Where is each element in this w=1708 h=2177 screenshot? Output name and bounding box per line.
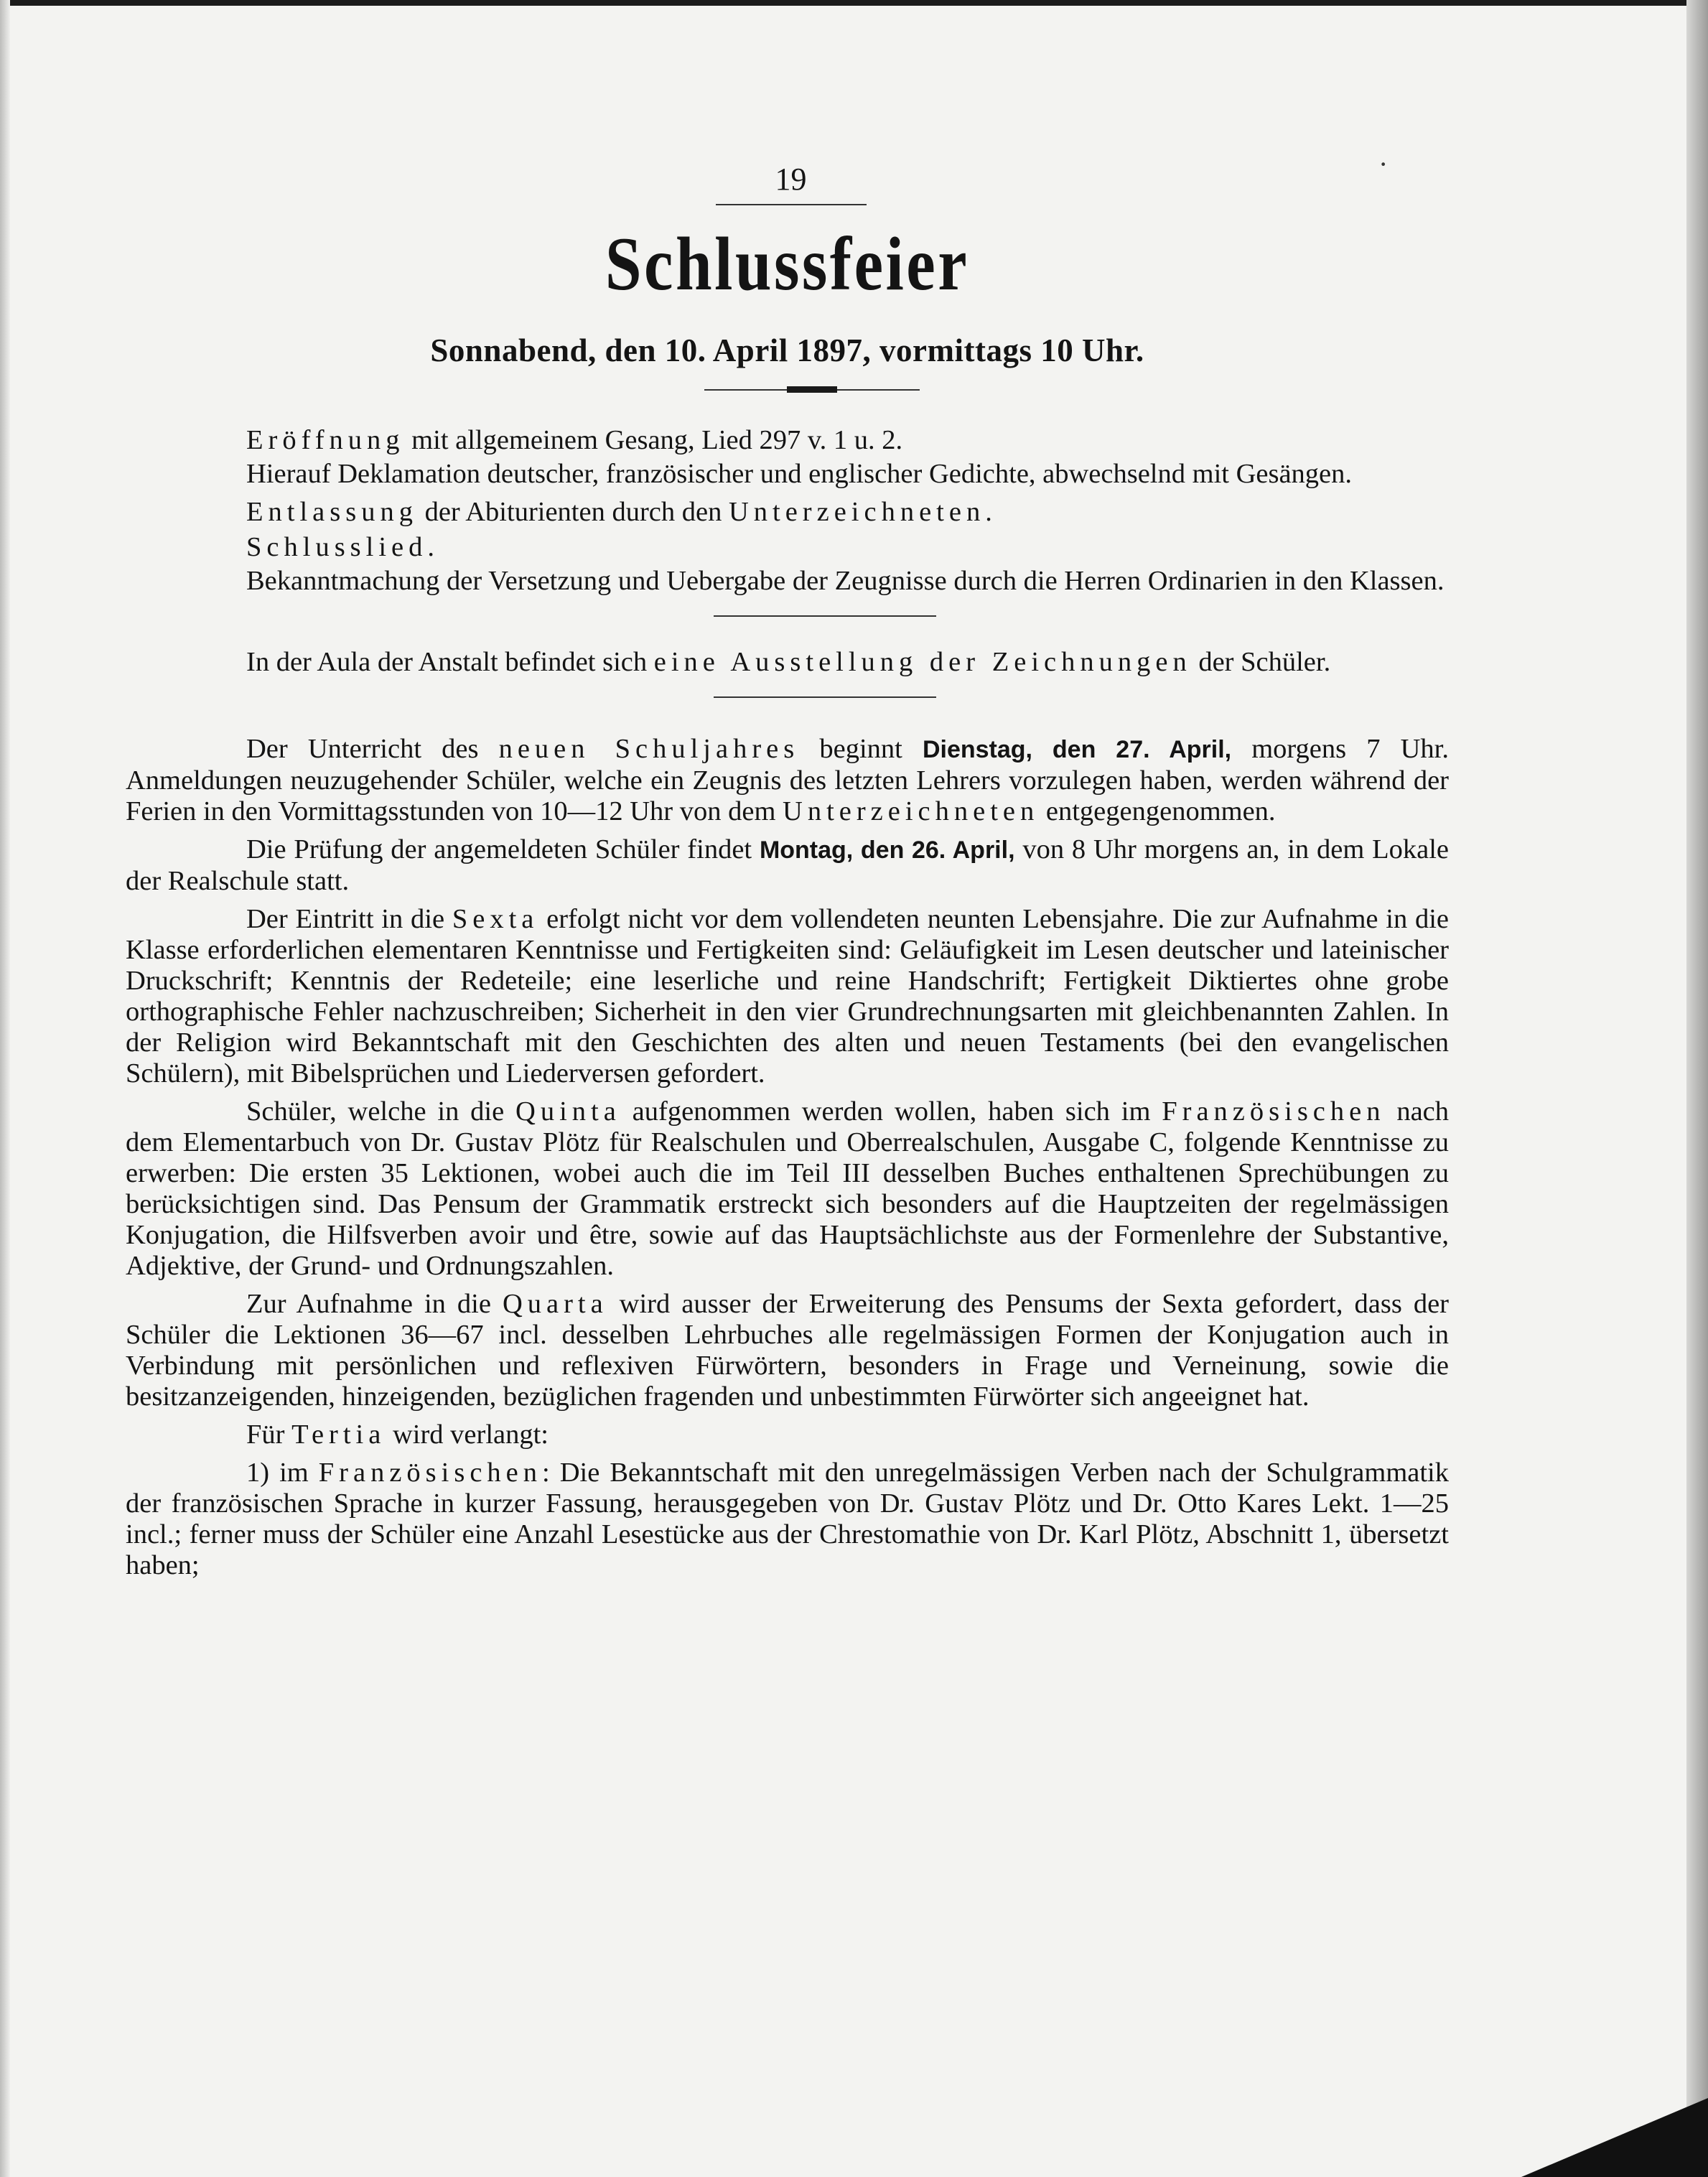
scan-edge-right: [1686, 0, 1708, 2177]
exhibition-note: In der Aula der Anstalt befindet sich eine Ausstellung der Zeichnungen der Schüler.: [246, 647, 1331, 677]
speck-mark: ·: [1378, 148, 1389, 180]
schedule-paragraph: Für Tertia wird verlangt:: [246, 1420, 549, 1450]
page-number: 19: [775, 162, 807, 197]
program-item: Entlassung der Abiturienten durch den Unterzeichneten.: [246, 497, 992, 527]
schedule-section: [126, 734, 1449, 1581]
ornament-rule: [704, 385, 920, 395]
page-number-rule: [716, 204, 867, 205]
program-item: Schlusslied.: [246, 532, 435, 562]
program-item: Hierauf Deklamation deutscher, französischer und englischer Gedichte, abwechselnd mit Gesängen.: [246, 459, 1353, 489]
program-item: Eröffnung mit allgemeinem Gesang, Lied 297 v. 1 u. 2.: [246, 425, 903, 455]
schedule-paragraph: Die Prüfung der angemeldeten Schüler findet Montag, den 26. April, von 8 Uhr morgens an, in dem Lokale der Realschule statt.: [126, 834, 1449, 896]
event-date: Sonnabend, den 10. April 1897, vormittags 10 Uhr.: [430, 332, 1144, 368]
scan-corner: [1521, 2098, 1708, 2177]
program-item: Bekanntmachung der Versetzung und Uebergabe der Zeugnisse durch die Herren Ordinarien in den Klassen.: [246, 566, 1445, 596]
page-title: Schlussfeier: [605, 222, 970, 306]
schedule-paragraph: Der Eintritt in die Sexta erfolgt nicht vor dem vollendeten neunten Lebensjahre. Die zur Aufnahme in die Klasse erforderlichen elementaren Kenntnisse und Fertigkeiten sind: Geläufigkeit im Lesen deutscher und lateinischer Druckschrift; Kenntnis der Redeteile; eine leserliche und reine Handschrift; Fertigkeit Diktiertes ohne grobe orthographische Fehler nachzuschreiben; Sicherheit in den vier Grundrechnungsarten mit gleichbenannten Zahlen. In der Religion wird Bekanntschaft mit den Geschichten des alten und neuen Testaments (bei den evangelischen Schülern), mit Bibelsprüchen und Liederversen gefordert.: [126, 904, 1449, 1088]
scan-edge-top: [0, 0, 1708, 6]
section-divider: [714, 696, 936, 698]
exhibition-section: [126, 647, 1449, 678]
program-section: [126, 425, 1449, 597]
schedule-paragraph: 1) im Französischen: Die Bekanntschaft mit den unregelmässigen Verben nach der Schulgrammatik der französischen Sprache in kurzer Fassung, herausgegeben von Dr. Gustav Plötz und Dr. Otto Kares Lekt. 1—25 incl.; ferner muss der Schüler eine Anzahl Lesestücke aus der Chrestomathie von Dr. Karl Plötz, Abschnitt 1, übersetzt haben;: [126, 1458, 1450, 1580]
page-content: [126, 159, 1449, 1581]
section-divider: [714, 615, 936, 617]
schedule-paragraph: Zur Aufnahme in die Quarta wird ausser der Erweiterung des Pensums der Sexta gefordert, dass der Schüler die Lektionen 36—67 incl. desselben Lehrbuches alle regelmässigen Formen der Konjugation auch in Verbindung mit persönlichen und reflexiven Fürwörtern, besonders in Frage und Verneinung, sowie die besitzanzeigenden, hinzeigenden, bezüglichen fragenden und unbestimmten Fürwörter sich angeeignet hat.: [126, 1289, 1449, 1412]
schedule-paragraph: Der Unterricht des neuen Schuljahres beginnt Dienstag, den 27. April, morgens 7 Uhr. Anmeldungen neuzugehender Schüler, welche ein Zeugnis des letzten Lehrers vorzulegen haben, werden während der Ferien in den Vormittagsstunden von 10—12 Uhr von dem Unterzeichneten entgegengenommen.: [126, 734, 1449, 826]
scan-edge-left: [0, 0, 10, 2177]
schedule-paragraph: Schüler, welche in die Quinta aufgenommen werden wollen, haben sich im Französischen nach dem Elementarbuch von Dr. Gustav Plötz für Realschulen und Oberrealschulen, Ausgabe C, folgende Kenntnisse zu erwerben: Die ersten 35 Lektionen, wobei auch die im Teil III desselben Buches enthaltenen Sprechübungen zu berücksichtigen sind. Das Pensum der Grammatik erstreckt sich besonders auf die Hauptzeiten der regelmässigen Konjugation, die Hilfsverben avoir und être, sowie auf das Hauptsächlichste aus der Formenlehre der Substantive, Adjektive, der Grund- und Ordnungszahlen.: [126, 1096, 1449, 1281]
